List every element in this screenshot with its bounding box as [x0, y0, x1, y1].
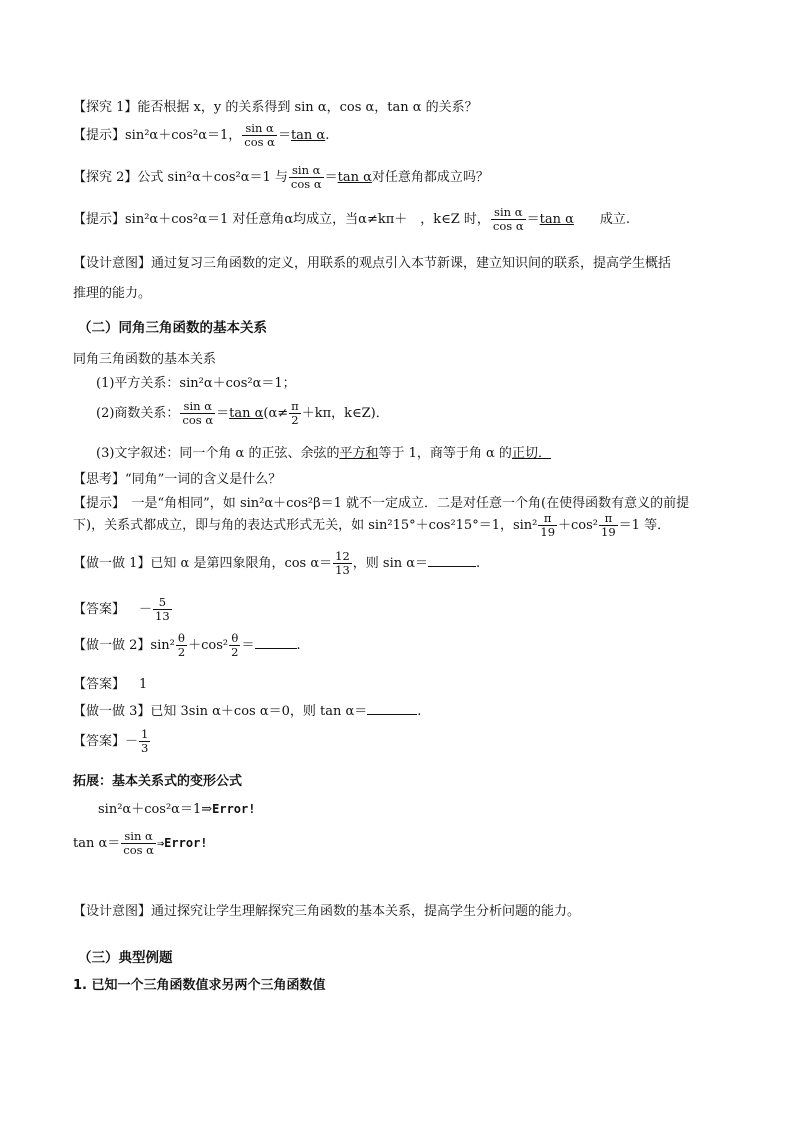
hint-1: 【提示】sin²α＋cos²α＝1， $\frac{\text{sin α}}{\text{cos α}}$ ＝tan α. — [73, 121, 330, 149]
hint-2: 【提示】sin²α＋cos²α＝1 对任意角α均成立，当α≠kπ＋ ，k∈Z 时， $\frac{\text{sin α}}{\text{cos α}}$ ＝tan α 成立. — [73, 205, 631, 233]
basic-item-1: (1)平方关系：sin²α＋cos²α＝1； — [96, 376, 296, 391]
extend-line-2: tan α＝ $\frac{\text{sin α}}{\text{cos α}}$ ⇒Error! — [73, 829, 208, 857]
fraction: $\frac{\text{sin α}}{\text{cos α}}$ — [290, 163, 322, 191]
design-intent-1-cont: 推理的能力。 — [73, 286, 152, 301]
hint-3-cont: 下)，关系式都成立，即与角的表达式形式无关，如 sin²15°＋cos²15°＝1，sin² $\frac{\pi}{19}$ ＋cos² $\frac{\pi}{19}$ ＝1 等． — [73, 511, 671, 539]
basic-item-2: (2)商数关系： $\frac{\text{sin α}}{\text{cos α}}$ ＝tan α(α≠ $\frac{\pi}{2}$ ＋kπ，k∈Z)． — [96, 399, 389, 427]
basic-intro: 同角三角函数的基本关系 — [73, 352, 217, 367]
fraction: $\frac{\text{sin α}}{\text{cos α}}$ — [492, 205, 524, 233]
extend-line-1: sin²α＋cos²α＝1⇒Error! — [98, 802, 256, 817]
design-intent-2: 【设计意图】通过探究让学生理解探究三角函数的基本关系，提高学生分析问题的能力。 — [73, 904, 581, 919]
label: 【探究 1】 — [73, 100, 138, 115]
try-2: 【做一做 2】sin² $\frac{\theta}{2}$ ＋cos² $\frac{\theta}{2}$ ＝ . — [73, 631, 301, 659]
section-title: （二）同角三角函数的基本关系 — [78, 320, 267, 336]
example-title: 1. 已知一个三角函数值求另两个三角函数值 — [73, 978, 326, 993]
design-intent-1: 【设计意图】通过复习三角函数的定义，用联系的观点引入本节新课，建立知识间的联系，提高学生概括 — [73, 256, 672, 271]
answer-blank — [255, 637, 297, 649]
think: 【思考】“同角”一词的含义是什么？ — [73, 472, 282, 487]
hint-3: 【提示】 一是“角相同”，如 sin²α＋cos²β＝1 就不一定成立．二是对任意一个角(在使得函数有意义的前提 — [73, 496, 690, 511]
answer-blank — [367, 703, 417, 715]
try-3: 【做一做 3】已知 3sin α＋cos α＝0，则 tan α＝ . — [73, 704, 422, 719]
answer-2: 【答案】 1 — [73, 677, 148, 692]
explore-1: 【探究 1】能否根据 x，y 的关系得到 sin α，cos α，tan α 的关系？ — [73, 100, 478, 115]
fraction: $\frac{\text{sin α}}{\text{cos α}}$ — [244, 121, 275, 149]
section-title: （三）典型例题 — [78, 950, 173, 966]
answer-3: 【答案】－ $\frac{1}{3}$ — [73, 727, 149, 755]
explore-2: 【探究 2】公式 sin²α＋cos²α＝1 与 $\frac{\text{sin α}}{\text{cos α}}$ ＝tan α对任意角都成立吗？ — [73, 163, 489, 191]
extend-title: 拓展：基本关系式的变形公式 — [73, 774, 243, 789]
try-1: 【做一做 1】已知 α 是第四象限角，cos α＝ $\frac{12}{13}$ ，则 sin α＝ . — [73, 549, 481, 577]
answer-blank — [428, 555, 476, 567]
answer-1: 【答案】 － $\frac{5}{13}$ — [73, 595, 170, 623]
basic-item-3: (3)文字叙述：同一个角 α 的正弦、余弦的平方和等于 1，商等于角 α 的正切． — [96, 446, 551, 461]
